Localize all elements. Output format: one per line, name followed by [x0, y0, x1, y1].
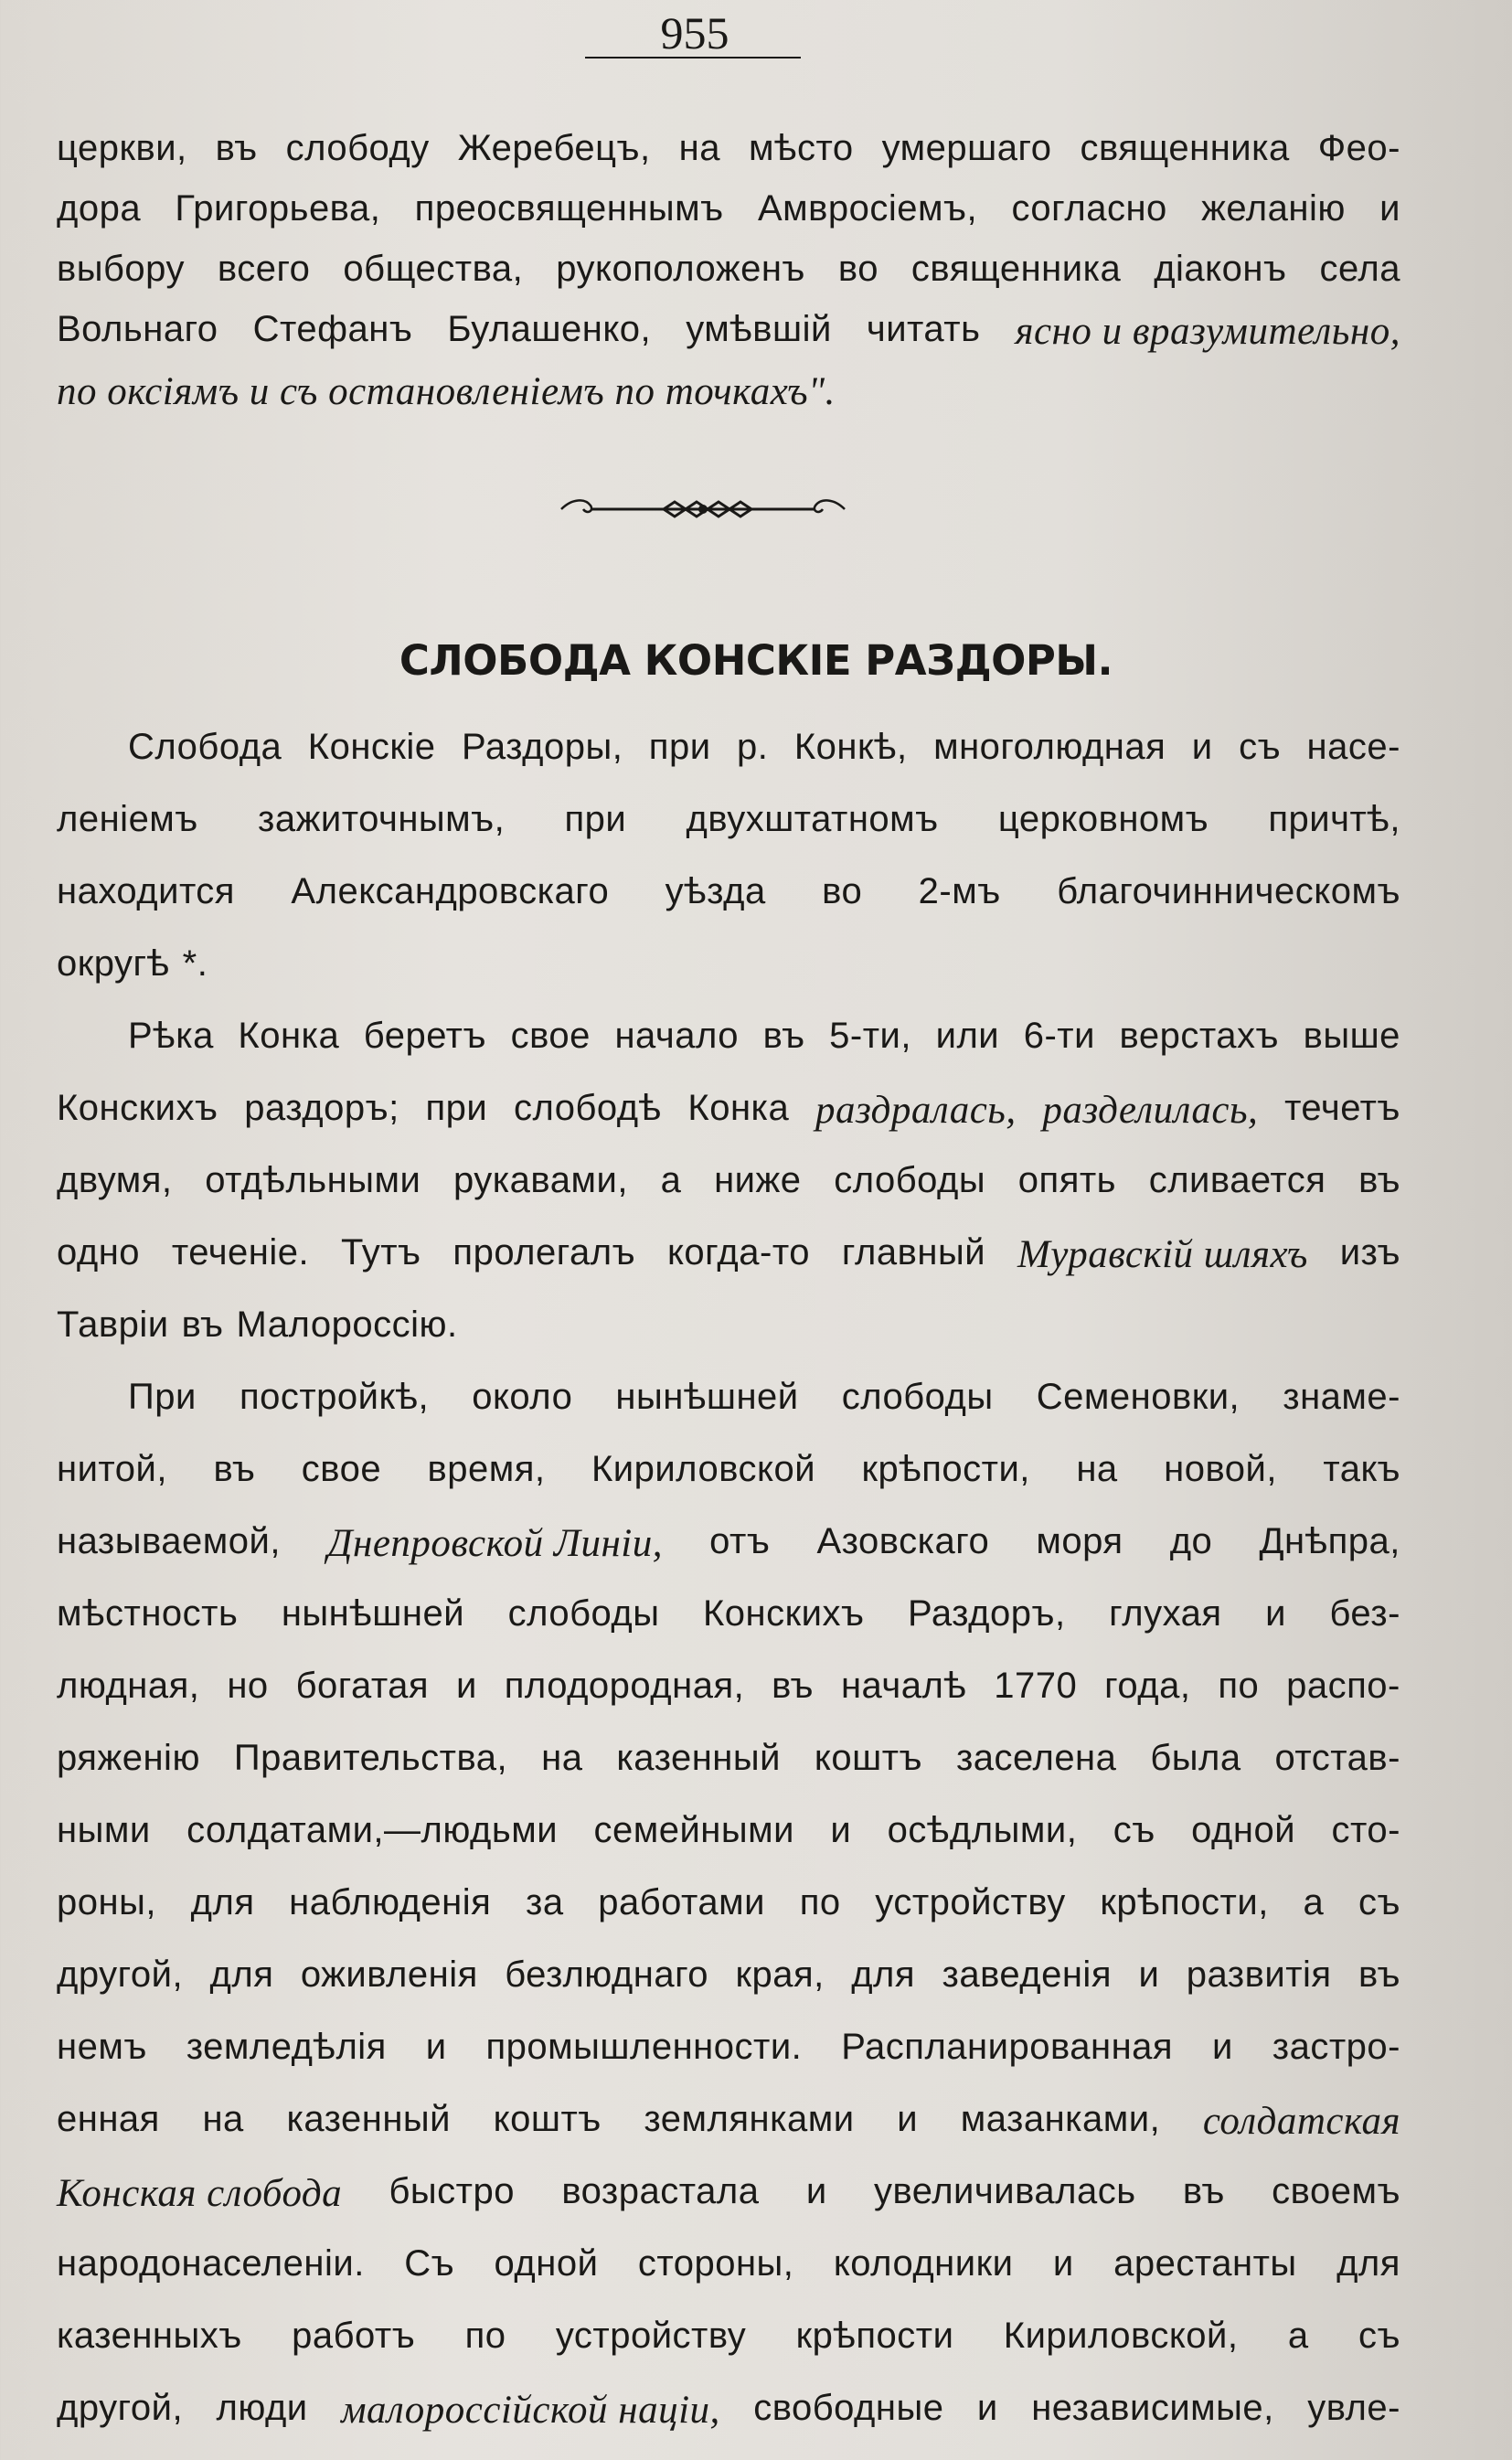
- word: слободы: [834, 1160, 986, 1200]
- word: казенный: [616, 1738, 781, 1778]
- word: называемой,: [57, 1521, 281, 1561]
- word: распо-: [1286, 1666, 1400, 1706]
- word: колодники: [833, 2243, 1014, 2284]
- word: съ: [1358, 2316, 1400, 2356]
- word: Жеребецъ,: [457, 128, 651, 168]
- word: 5-ти,: [829, 1016, 911, 1056]
- word: Конка: [238, 1016, 340, 1056]
- word: Азовскаго: [816, 1521, 990, 1561]
- word: енная: [57, 2099, 160, 2139]
- word: Конскихъ: [703, 1593, 865, 1634]
- word: и: [1265, 1593, 1286, 1634]
- word: устройству: [875, 1882, 1066, 1922]
- word: по: [464, 2316, 506, 2356]
- word: Амвросіемъ,: [757, 188, 978, 229]
- text-line: [57, 1810, 1400, 1882]
- word: и: [976, 2388, 998, 2428]
- word: согласно: [1011, 188, 1167, 229]
- word: ными: [57, 1810, 151, 1850]
- text-line: [57, 1954, 1400, 2027]
- text-line: [57, 1160, 1400, 1232]
- word: а: [1287, 2316, 1309, 2356]
- word: Булашенко,: [447, 309, 652, 349]
- word: Днепровской Линіи,: [327, 1522, 663, 1565]
- text-line: [57, 1016, 1400, 1088]
- word: при: [564, 799, 627, 839]
- word: *.: [182, 943, 208, 984]
- word: свободные: [753, 2388, 944, 2428]
- word: немъ: [57, 2027, 147, 2067]
- text-line: [57, 369, 1400, 430]
- word: въ: [1182, 2171, 1225, 2211]
- scroll-vine-ornament-icon: [554, 496, 852, 522]
- text-line: [57, 1377, 1400, 1449]
- word: оживленія: [300, 1954, 478, 1995]
- word: при: [648, 727, 711, 767]
- text-line: [57, 727, 1400, 799]
- word: умершаго: [881, 128, 1052, 168]
- word: или: [935, 1016, 1000, 1056]
- word: р.: [737, 727, 769, 767]
- word: раздралась,: [815, 1089, 1017, 1132]
- text-line: [57, 799, 1400, 871]
- word: діаконъ: [1154, 249, 1287, 289]
- word: села: [1319, 249, 1400, 289]
- word: въ: [215, 128, 258, 168]
- word: умѣвшій: [686, 309, 832, 349]
- text-line: [57, 2316, 1400, 2388]
- word: людная,: [57, 1666, 200, 1706]
- word: безлюднаго: [505, 1954, 709, 1995]
- word: крѣпости: [795, 2316, 954, 2356]
- word: нынѣшней: [615, 1377, 799, 1417]
- word: Конскихъ: [57, 1088, 218, 1128]
- word: когда-то: [666, 1232, 810, 1273]
- word: читать: [866, 309, 981, 349]
- word: нынѣшней: [281, 1593, 465, 1634]
- word: священника: [1080, 128, 1290, 168]
- word: свое: [510, 1016, 591, 1056]
- word: церкви,: [57, 128, 187, 168]
- word: другой,: [57, 2388, 184, 2428]
- word: одной: [1191, 1810, 1296, 1850]
- word: преосвященнымъ: [414, 188, 724, 229]
- word: Распланированная: [841, 2027, 1174, 2067]
- word: увле-: [1307, 2388, 1400, 2428]
- word: церковномъ: [997, 799, 1209, 839]
- word: двумя,: [57, 1160, 173, 1200]
- word: въ: [1358, 1954, 1400, 1995]
- word: находится: [57, 871, 235, 911]
- word: застро-: [1272, 2027, 1400, 2067]
- word: по: [1218, 1666, 1260, 1706]
- word: народонаселеніи.: [57, 2243, 365, 2284]
- word: до: [1169, 1521, 1213, 1561]
- text-line: [57, 1738, 1400, 1810]
- word: изъ: [1339, 1232, 1400, 1273]
- word: и: [805, 2171, 827, 2211]
- word: ниже: [714, 1160, 802, 1200]
- text-line: [57, 188, 1400, 249]
- word: желанію: [1201, 188, 1346, 229]
- word: Кириловской: [591, 1449, 816, 1489]
- section-heading: СЛОБОДА КОНСКІЕ РАЗДОРЫ.: [399, 636, 1113, 685]
- word: Тутъ: [341, 1232, 421, 1273]
- word: роны,: [57, 1882, 156, 1922]
- word: разделилась,: [1042, 1089, 1259, 1132]
- word: на: [1076, 1449, 1118, 1489]
- word: При: [128, 1377, 197, 1417]
- word: мѣстность: [57, 1593, 239, 1634]
- word: при: [425, 1088, 488, 1128]
- word: отдѣльными: [205, 1160, 421, 1200]
- text-line: [57, 1666, 1400, 1738]
- word: во: [822, 871, 863, 911]
- word: верстахъ: [1119, 1016, 1279, 1056]
- word: по оксіямъ и съ остановленіемъ по точкахъ".: [57, 370, 836, 413]
- word: устройству: [555, 2316, 747, 2356]
- main-body-text: [57, 727, 1400, 2460]
- text-line: [57, 2027, 1400, 2099]
- word: постройкѣ,: [239, 1377, 430, 1417]
- word: Конка: [687, 1088, 790, 1128]
- text-line: [57, 249, 1400, 309]
- word: многолюдная: [933, 727, 1166, 767]
- word: работъ: [292, 2316, 416, 2356]
- word: заселена: [955, 1738, 1117, 1778]
- word: моря: [1036, 1521, 1123, 1561]
- word: и: [1052, 2243, 1074, 2284]
- word: всего: [217, 249, 311, 289]
- word: казенный: [286, 2099, 452, 2139]
- word: Малороссію.: [236, 1305, 458, 1345]
- word: Фео-: [1317, 128, 1400, 168]
- word: съ: [1113, 1810, 1155, 1850]
- word: глухая: [1109, 1593, 1222, 1634]
- word: по: [799, 1882, 841, 1922]
- word: слободы: [507, 1593, 660, 1634]
- word: Раздоръ,: [908, 1593, 1066, 1634]
- word: главный: [841, 1232, 986, 1273]
- word: крѣпости,: [1100, 1882, 1269, 1922]
- word: 1770: [994, 1666, 1078, 1706]
- word: казенныхъ: [57, 2316, 242, 2356]
- word: богатая: [295, 1666, 430, 1706]
- word: такъ: [1323, 1449, 1400, 1489]
- word: слободы: [841, 1377, 994, 1417]
- word: сливается: [1148, 1160, 1326, 1200]
- word: для: [1336, 2243, 1400, 2284]
- word: другой,: [57, 1954, 184, 1995]
- word: осѣдлыми,: [887, 1810, 1078, 1850]
- word: независимые,: [1031, 2388, 1274, 2428]
- text-line: [57, 309, 1400, 369]
- text-line: [57, 1882, 1400, 1954]
- word: въ: [1358, 1160, 1400, 1200]
- word: без-: [1329, 1593, 1400, 1634]
- word: Конскіе: [307, 727, 436, 767]
- page-number: 955: [660, 7, 729, 59]
- word: Правительства,: [233, 1738, 508, 1778]
- word: Вольнаго: [57, 309, 218, 349]
- word: ряженію: [57, 1738, 200, 1778]
- word: Тавріи: [57, 1305, 169, 1345]
- word: Муравскій шляхъ: [1017, 1233, 1308, 1276]
- word: коштъ: [493, 2099, 602, 2139]
- text-line: [57, 1232, 1400, 1305]
- word: арестанты: [1113, 2243, 1297, 2284]
- word: коштъ: [814, 1738, 923, 1778]
- word: и: [1379, 188, 1400, 229]
- word: Рѣка: [128, 1016, 214, 1056]
- text-line: [57, 871, 1400, 943]
- word: семейными: [593, 1810, 794, 1850]
- word: Конкѣ,: [793, 727, 908, 767]
- word: въ: [181, 1305, 224, 1345]
- word: развитія: [1186, 1954, 1332, 1995]
- word: Слобода: [128, 727, 282, 767]
- word: Днѣпра,: [1259, 1521, 1400, 1561]
- word: промышленности.: [485, 2027, 803, 2067]
- word: насе-: [1306, 727, 1400, 767]
- word: мазанками,: [960, 2099, 1161, 2139]
- word: Семеновки,: [1036, 1377, 1240, 1417]
- word: въ: [772, 1666, 815, 1706]
- word: и: [1212, 2027, 1233, 2067]
- word: выше: [1303, 1016, 1400, 1056]
- word: пролегалъ: [453, 1232, 636, 1273]
- text-line: [57, 2099, 1400, 2171]
- word: землянками: [644, 2099, 855, 2139]
- word: отстав-: [1274, 1738, 1400, 1778]
- word: раздоръ;: [244, 1088, 399, 1128]
- word: плодородная,: [504, 1666, 745, 1706]
- text-line: [57, 1088, 1400, 1160]
- word: и: [1138, 1954, 1160, 1995]
- word: ясно и вразумительно,: [1015, 310, 1400, 353]
- text-line: [57, 943, 1400, 1016]
- word: благочинническомъ: [1057, 871, 1400, 911]
- word: съ: [1239, 727, 1282, 767]
- word: около: [472, 1377, 573, 1417]
- word: для: [209, 1954, 274, 1995]
- word: уѣзда: [665, 871, 766, 911]
- word: дора: [57, 188, 142, 229]
- word: и: [456, 1666, 477, 1706]
- word: мѣсто: [748, 128, 854, 168]
- word: началѣ: [840, 1666, 967, 1706]
- word: для: [851, 1954, 916, 1995]
- word: течетъ: [1284, 1088, 1400, 1128]
- text-line: [57, 128, 1400, 188]
- word: отъ: [709, 1521, 771, 1561]
- text-line: [57, 1305, 1400, 1377]
- word: выбору: [57, 249, 185, 289]
- text-line: [57, 2171, 1400, 2243]
- word: и: [1191, 727, 1213, 767]
- word: слободу: [285, 128, 430, 168]
- word: 6-ти: [1023, 1016, 1095, 1056]
- word: сто-: [1331, 1810, 1400, 1850]
- text-line: [57, 2388, 1400, 2460]
- word: новой,: [1164, 1449, 1277, 1489]
- word: двухштатномъ: [686, 799, 939, 839]
- word: рукавами,: [453, 1160, 628, 1200]
- word: заведенія: [942, 1954, 1112, 1995]
- word: на: [541, 1738, 583, 1778]
- word: время,: [427, 1449, 546, 1489]
- word: крѣпости,: [861, 1449, 1030, 1489]
- word: земледѣлія: [186, 2027, 387, 2067]
- word: въ: [213, 1449, 256, 1489]
- word: края,: [735, 1954, 825, 1995]
- text-line: [57, 1521, 1400, 1593]
- word: округѣ: [57, 943, 170, 984]
- word: а: [660, 1160, 682, 1200]
- word: Съ: [404, 2243, 455, 2284]
- word: Раздоры,: [462, 727, 623, 767]
- word: и: [830, 1810, 852, 1850]
- word: солдатская: [1202, 2100, 1400, 2143]
- word: а: [1303, 1882, 1325, 1922]
- word: Кириловской,: [1003, 2316, 1239, 2356]
- word: беретъ: [363, 1016, 486, 1056]
- word: общества,: [343, 249, 524, 289]
- word: слободѣ: [513, 1088, 662, 1128]
- word: знаме-: [1283, 1377, 1400, 1417]
- word: малороссійской націи,: [341, 2389, 720, 2432]
- word: на: [202, 2099, 244, 2139]
- header-rule: [585, 57, 801, 59]
- word: теченіе.: [171, 1232, 310, 1273]
- word: люди: [216, 2388, 308, 2428]
- word: работами: [598, 1882, 766, 1922]
- word: зажиточнымъ,: [258, 799, 506, 839]
- word: была: [1150, 1738, 1241, 1778]
- word: для: [190, 1882, 255, 1922]
- text-line: [57, 1593, 1400, 1666]
- word: въ: [762, 1016, 805, 1056]
- word: за: [526, 1882, 564, 1922]
- word: стороны,: [637, 2243, 794, 2284]
- word: свое: [301, 1449, 382, 1489]
- word: Григорьева,: [175, 188, 381, 229]
- word: рукоположенъ: [556, 249, 805, 289]
- text-line: [57, 1449, 1400, 1521]
- word: увеличивалась: [874, 2171, 1136, 2211]
- word: 2-мъ: [918, 871, 1001, 911]
- word: солдатами,—людьми: [186, 1810, 559, 1850]
- word: начало: [614, 1016, 740, 1056]
- word: одно: [57, 1232, 141, 1273]
- word: нитой,: [57, 1449, 168, 1489]
- word: одной: [494, 2243, 599, 2284]
- word: Александровскаго: [291, 871, 610, 911]
- intro-paragraph: [57, 128, 1400, 430]
- word: во: [837, 249, 878, 289]
- word: своемъ: [1272, 2171, 1400, 2211]
- word: наблюденія: [289, 1882, 492, 1922]
- word: причтѣ,: [1268, 799, 1400, 839]
- word: священника: [910, 249, 1122, 289]
- text-line: [57, 2243, 1400, 2316]
- word: и: [897, 2099, 919, 2139]
- word: опять: [1017, 1160, 1117, 1200]
- word: быстро: [389, 2171, 515, 2211]
- word: возрастала: [561, 2171, 760, 2211]
- word: леніемъ: [57, 799, 198, 839]
- word: Конская слобода: [57, 2172, 343, 2215]
- word: Стефанъ: [252, 309, 413, 349]
- word: на: [678, 128, 720, 168]
- word: и: [425, 2027, 447, 2067]
- word: съ: [1358, 1882, 1400, 1922]
- word: но: [227, 1666, 269, 1706]
- word: года,: [1104, 1666, 1191, 1706]
